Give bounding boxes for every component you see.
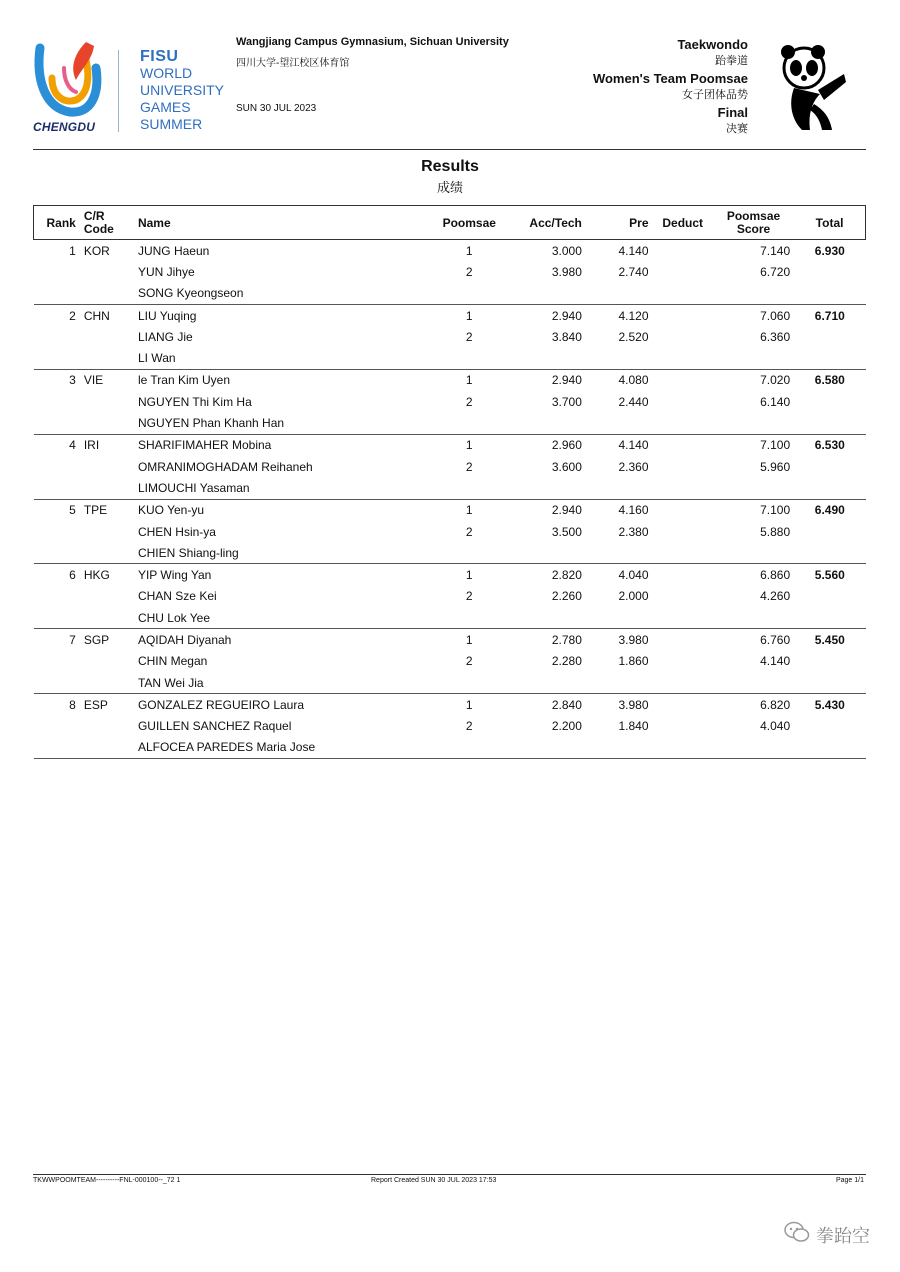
header-rule (33, 149, 866, 150)
deduct-cell (653, 694, 713, 716)
table-row (34, 564, 866, 586)
rank-cell: 3 (69, 373, 76, 388)
table-header (34, 206, 866, 240)
name-cell: AQIDAH Diyanah (137, 632, 232, 647)
code-cell: SGP (83, 632, 110, 647)
rank-cell: 1 (69, 243, 76, 258)
code-cell (80, 651, 134, 672)
rank-cell (34, 716, 80, 737)
pre-cell: 4.140 (618, 243, 649, 258)
total-cell (794, 261, 865, 282)
col-code-line1: C/R (83, 208, 105, 223)
col-poomsae-score-line1: Poomsae (726, 208, 781, 223)
name-cell: YUN Jihye (137, 264, 195, 279)
rank-cell (34, 651, 80, 672)
poomsae-score-cell: 4.260 (760, 589, 791, 604)
name-cell: le Tran Kim Uyen (137, 373, 231, 388)
pre-cell (586, 737, 653, 759)
pre-cell (586, 412, 653, 434)
rank-cell (34, 391, 80, 412)
poomsae-cell: 1 (465, 632, 473, 647)
acc-tech-cell: 2.940 (551, 308, 582, 323)
logo-city-text: CHENGDU (33, 120, 96, 134)
code-cell: VIE (83, 373, 104, 388)
fisu-wordmark (140, 48, 224, 133)
poomsae-score-cell: 6.760 (760, 632, 791, 647)
table-row (34, 369, 866, 391)
acc-tech-cell: 3.840 (551, 329, 582, 344)
pre-cell: 4.120 (618, 308, 649, 323)
rank-cell: 7 (69, 632, 76, 647)
total-cell (794, 586, 865, 607)
acc-tech-cell: 2.200 (551, 719, 582, 734)
acc-tech-cell: 3.600 (551, 459, 582, 474)
fisu-line: SUMMER (140, 116, 203, 132)
deduct-cell (653, 672, 713, 694)
name-cell: SHARIFIMAHER Mobina (137, 438, 272, 453)
poomsae-cell: 2 (465, 719, 473, 734)
pre-cell: 4.080 (618, 373, 649, 388)
pre-cell: 2.740 (618, 264, 649, 279)
poomsae-cell (434, 347, 505, 369)
name-cell: ALFOCEA PAREDES Maria Jose (134, 737, 434, 759)
table-row (34, 240, 866, 262)
poomsae-score-cell: 4.140 (760, 654, 791, 669)
code-cell: ESP (83, 697, 108, 712)
table-row (34, 651, 866, 672)
fisu-line: GAMES (140, 99, 191, 115)
poomsae-cell (434, 672, 505, 694)
rank-cell: 4 (69, 438, 76, 453)
name-cell: LIU Yuqing (137, 308, 197, 323)
table-row (34, 434, 866, 456)
name-cell: YIP Wing Yan (137, 568, 212, 583)
total-cell (794, 542, 865, 564)
deduct-cell (653, 477, 713, 499)
poomsae-cell: 1 (465, 438, 473, 453)
col-total: Total (794, 206, 865, 240)
poomsae-cell: 1 (465, 243, 473, 258)
total-cell: 6.930 (814, 243, 845, 258)
rank-cell: 2 (69, 308, 76, 323)
acc-tech-cell: 2.960 (551, 438, 582, 453)
phase: Final (717, 105, 748, 120)
poomsae-cell (434, 412, 505, 434)
name-cell: NGUYEN Thi Kim Ha (137, 394, 252, 409)
acc-tech-cell: 2.280 (551, 654, 582, 669)
pre-cell (586, 347, 653, 369)
acc-tech-cell (505, 283, 586, 305)
poomsae-cell: 1 (465, 373, 473, 388)
deduct-cell (653, 607, 713, 629)
col-poomsae-score (713, 206, 794, 240)
code-cell (80, 542, 134, 564)
pre-cell (586, 607, 653, 629)
sport-cn: 跆拳道 (715, 55, 748, 67)
rank-cell (34, 477, 80, 499)
acc-tech-cell: 2.840 (551, 697, 582, 712)
pre-cell: 3.980 (618, 697, 649, 712)
deduct-cell (653, 586, 713, 607)
rank-cell (34, 412, 80, 434)
event-name: Women's Team Poomsae (592, 71, 748, 86)
name-cell: LIANG Jie (137, 329, 193, 344)
rank-cell: 8 (69, 697, 76, 712)
col-code (80, 206, 134, 240)
total-cell (794, 347, 865, 369)
poomsae-cell (434, 542, 505, 564)
deduct-cell (653, 347, 713, 369)
name-cell: GUILLEN SANCHEZ Raquel (137, 719, 292, 734)
table-row (34, 347, 866, 369)
pre-cell (586, 283, 653, 305)
fisu-line: WORLD (140, 65, 193, 81)
rank-cell (34, 672, 80, 694)
col-poomsae-score-line2: Score (736, 221, 771, 236)
acc-tech-cell: 3.700 (551, 394, 582, 409)
poomsae-score-cell: 5.960 (760, 459, 791, 474)
acc-tech-cell (505, 412, 586, 434)
report-created: Report Created SUN 30 JUL 2023 17:53 (371, 1177, 497, 1184)
code-cell: HKG (83, 568, 110, 583)
deduct-cell (653, 737, 713, 759)
event-info (593, 36, 748, 138)
name-cell: JUNG Haeun (137, 243, 210, 258)
deduct-cell (653, 716, 713, 737)
pre-cell: 2.440 (618, 394, 649, 409)
poomsae-score-cell (713, 542, 794, 564)
code-cell (80, 412, 134, 434)
total-cell: 5.450 (814, 632, 845, 647)
pre-cell: 1.840 (618, 719, 649, 734)
table-row (34, 304, 866, 326)
poomsae-score-cell: 6.140 (760, 394, 791, 409)
acc-tech-cell (505, 607, 586, 629)
footer-rule (33, 1174, 866, 1175)
rank-cell (34, 542, 80, 564)
acc-tech-cell: 2.940 (551, 373, 582, 388)
deduct-cell (653, 369, 713, 391)
total-cell: 6.490 (814, 503, 845, 518)
page-title-cn: 成绩 (436, 180, 463, 195)
code-cell (80, 672, 134, 694)
poomsae-score-cell: 5.880 (760, 524, 791, 539)
event-name-cn: 女子团体品势 (682, 89, 748, 101)
table-row (34, 586, 866, 607)
phase-cn: 决赛 (726, 123, 748, 135)
poomsae-score-cell: 6.360 (760, 329, 791, 344)
total-cell (794, 283, 865, 305)
acc-tech-cell: 2.940 (551, 503, 582, 518)
code-cell (80, 283, 134, 305)
table-row (34, 521, 866, 542)
poomsae-cell: 2 (465, 394, 473, 409)
deduct-cell (653, 564, 713, 586)
acc-tech-cell: 2.780 (551, 632, 582, 647)
watermark (784, 1221, 870, 1248)
col-acc-tech: Acc/Tech (505, 206, 586, 240)
pre-cell (586, 672, 653, 694)
wechat-icon (784, 1221, 810, 1248)
table-row (34, 542, 866, 564)
deduct-cell (653, 261, 713, 282)
poomsae-score-cell (713, 737, 794, 759)
logo-divider (118, 50, 119, 132)
name-cell: KUO Yen-yu (137, 503, 205, 518)
name-cell: SONG Kyeongseon (134, 283, 434, 305)
total-cell: 5.560 (814, 568, 845, 583)
acc-tech-cell (505, 737, 586, 759)
poomsae-score-cell (713, 283, 794, 305)
rank-cell (34, 586, 80, 607)
poomsae-score-cell (713, 672, 794, 694)
table-row (34, 261, 866, 282)
name-cell: GONZALEZ REGUEIRO Laura (137, 697, 305, 712)
rank-cell (34, 326, 80, 347)
table-row (34, 737, 866, 759)
code-cell (80, 456, 134, 477)
rank-cell (34, 347, 80, 369)
deduct-cell (653, 499, 713, 521)
table-row (34, 672, 866, 694)
pre-cell: 3.980 (618, 632, 649, 647)
poomsae-score-cell: 7.100 (760, 438, 791, 453)
table-row (34, 283, 866, 305)
deduct-cell (653, 456, 713, 477)
deduct-cell (653, 240, 713, 262)
total-cell (794, 456, 865, 477)
deduct-cell (653, 391, 713, 412)
page-number: Page 1/1 (835, 1177, 864, 1184)
deduct-cell (653, 521, 713, 542)
code-cell (80, 261, 134, 282)
event-date: SUN 30 JUL 2023 (236, 103, 317, 114)
venue-cn: 四川大学-望江校区体育馆 (236, 58, 350, 69)
acc-tech-cell (505, 347, 586, 369)
total-cell: 5.430 (814, 697, 845, 712)
total-cell: 6.710 (814, 308, 845, 323)
poomsae-score-cell (713, 412, 794, 434)
name-cell: TAN Wei Jia (134, 672, 434, 694)
poomsae-cell: 1 (465, 308, 473, 323)
code-cell (80, 391, 134, 412)
code-cell (80, 347, 134, 369)
pre-cell: 2.000 (618, 589, 649, 604)
total-cell (794, 716, 865, 737)
rank-cell: 6 (69, 568, 76, 583)
rank-cell (34, 521, 80, 542)
code-cell: TPE (83, 503, 108, 518)
col-poomsae: Poomsae (434, 206, 505, 240)
pre-cell: 2.520 (618, 329, 649, 344)
acc-tech-cell (505, 477, 586, 499)
code-cell (80, 326, 134, 347)
watermark-text: 拳跆空 (816, 1225, 870, 1246)
poomsae-cell: 2 (465, 524, 473, 539)
code-cell (80, 477, 134, 499)
name-cell: CHAN Sze Kei (137, 589, 217, 604)
poomsae-cell: 2 (465, 654, 473, 669)
name-cell: NGUYEN Phan Khanh Han (134, 412, 434, 434)
table-row (34, 456, 866, 477)
acc-tech-cell (505, 672, 586, 694)
pre-cell: 4.140 (618, 438, 649, 453)
poomsae-score-cell: 4.040 (760, 719, 791, 734)
poomsae-score-cell: 6.820 (760, 697, 791, 712)
poomsae-cell: 1 (465, 697, 473, 712)
panda-mascot-icon (774, 44, 848, 134)
total-cell (794, 412, 865, 434)
name-cell: CHEN Hsin-ya (137, 524, 216, 539)
rank-cell (34, 283, 80, 305)
code-cell (80, 737, 134, 759)
deduct-cell (653, 304, 713, 326)
total-cell (794, 477, 865, 499)
deduct-cell (653, 434, 713, 456)
poomsae-score-cell: 6.860 (760, 568, 791, 583)
total-cell: 6.530 (814, 438, 845, 453)
fisu-brand: FISU (140, 48, 179, 65)
name-cell: LIMOUCHI Yasaman (134, 477, 434, 499)
total-cell (794, 651, 865, 672)
poomsae-cell (434, 607, 505, 629)
sport: Taekwondo (677, 37, 748, 52)
table-row (34, 391, 866, 412)
deduct-cell (653, 412, 713, 434)
poomsae-score-cell (713, 477, 794, 499)
poomsae-cell: 2 (465, 459, 473, 474)
name-cell: CHIN Megan (137, 654, 208, 669)
acc-tech-cell: 3.980 (551, 264, 582, 279)
poomsae-score-cell: 6.720 (760, 264, 791, 279)
col-deduct: Deduct (653, 206, 713, 240)
name-cell: LI Wan (134, 347, 434, 369)
pre-cell: 1.860 (618, 654, 649, 669)
pre-cell: 4.160 (618, 503, 649, 518)
total-cell (794, 326, 865, 347)
total-cell (794, 672, 865, 694)
poomsae-cell: 2 (465, 329, 473, 344)
table-row (34, 499, 866, 521)
table-body (34, 240, 866, 759)
code-cell: KOR (83, 243, 110, 258)
poomsae-cell (434, 737, 505, 759)
poomsae-cell: 2 (465, 264, 473, 279)
name-cell: OMRANIMOGHADAM Reihaneh (137, 459, 313, 474)
deduct-cell (653, 651, 713, 672)
venue: Wangjiang Campus Gymnasium, Sichuan University (236, 36, 509, 48)
table-row (34, 694, 866, 716)
col-code-line2: Code (83, 221, 114, 236)
total-cell (794, 521, 865, 542)
total-cell: 6.580 (814, 373, 845, 388)
deduct-cell (653, 542, 713, 564)
col-pre: Pre (586, 206, 653, 240)
acc-tech-cell: 3.500 (551, 524, 582, 539)
poomsae-score-cell: 7.020 (760, 373, 791, 388)
table-row (34, 412, 866, 434)
fisu-line: UNIVERSITY (140, 82, 225, 98)
rank-cell (34, 737, 80, 759)
code-cell (80, 521, 134, 542)
deduct-cell (653, 629, 713, 651)
code-cell (80, 716, 134, 737)
results-table (33, 205, 866, 759)
acc-tech-cell (505, 542, 586, 564)
pre-cell (586, 477, 653, 499)
poomsae-cell (434, 283, 505, 305)
col-rank: Rank (34, 206, 80, 240)
pre-cell: 4.040 (618, 568, 649, 583)
total-cell (794, 391, 865, 412)
code-cell (80, 607, 134, 629)
doc-code: TKWWPOOMTEAM----------FNL-000100--_72 1 (33, 1177, 181, 1184)
table-row (34, 716, 866, 737)
rank-cell (34, 456, 80, 477)
poomsae-score-cell (713, 347, 794, 369)
col-name: Name (134, 206, 434, 240)
poomsae-score-cell: 7.060 (760, 308, 791, 323)
poomsae-cell (434, 477, 505, 499)
code-cell: IRI (83, 438, 100, 453)
pre-cell: 2.360 (618, 459, 649, 474)
poomsae-cell: 1 (465, 503, 473, 518)
pre-cell (586, 542, 653, 564)
acc-tech-cell: 2.260 (551, 589, 582, 604)
poomsae-cell: 2 (465, 589, 473, 604)
rank-cell (34, 261, 80, 282)
rank-cell: 5 (69, 503, 76, 518)
pre-cell: 2.380 (618, 524, 649, 539)
poomsae-score-cell (713, 607, 794, 629)
rank-cell (34, 607, 80, 629)
page-title: Results (421, 158, 479, 175)
table-row (34, 477, 866, 499)
table-row (34, 629, 866, 651)
name-cell: CHIEN Shiang-ling (134, 542, 434, 564)
table-row (34, 326, 866, 347)
total-cell (794, 607, 865, 629)
deduct-cell (653, 283, 713, 305)
poomsae-score-cell: 7.100 (760, 503, 791, 518)
name-cell: CHU Lok Yee (134, 607, 434, 629)
poomsae-cell: 1 (465, 568, 473, 583)
code-cell: CHN (83, 308, 110, 323)
deduct-cell (653, 326, 713, 347)
acc-tech-cell: 2.820 (551, 568, 582, 583)
poomsae-score-cell: 7.140 (760, 243, 791, 258)
acc-tech-cell: 3.000 (551, 243, 582, 258)
table-row (34, 607, 866, 629)
code-cell (80, 586, 134, 607)
total-cell (794, 737, 865, 759)
